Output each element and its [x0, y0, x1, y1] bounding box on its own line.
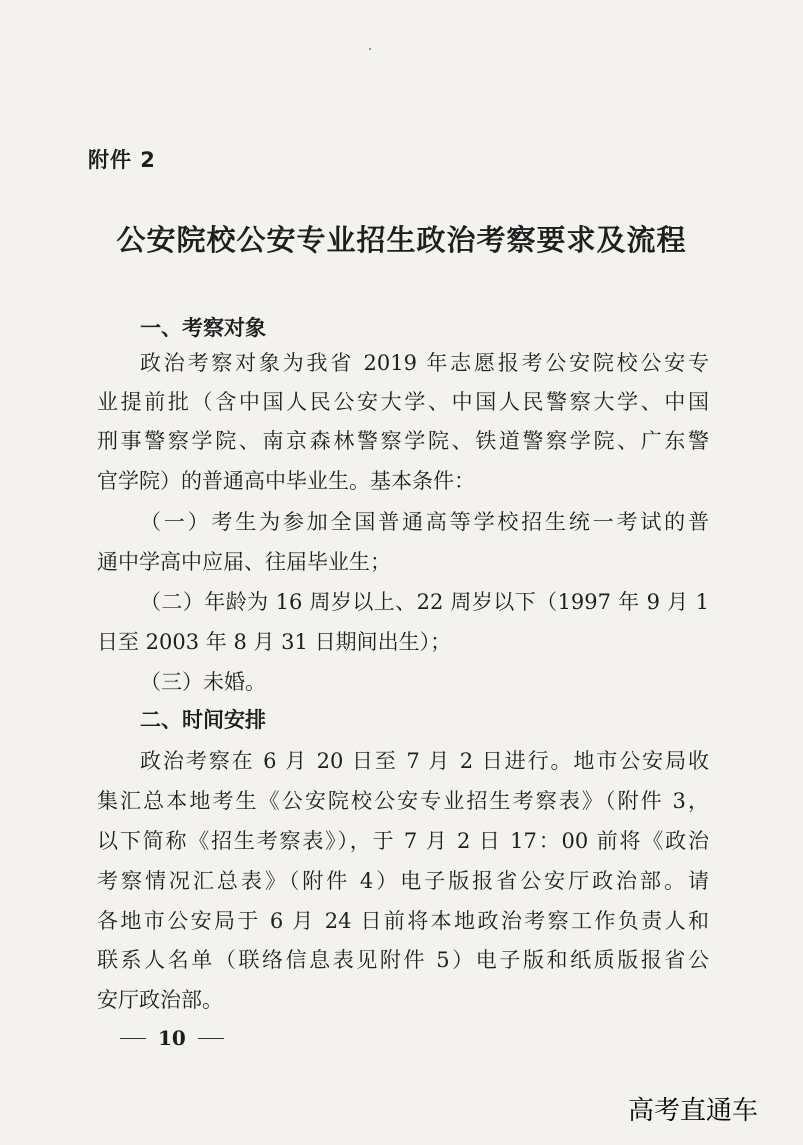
- paragraph-line: 刑事警察学院、南京森林警察学院、铁道警察学院、广东警: [97, 429, 709, 453]
- page-number: [120, 1026, 224, 1050]
- paragraph-line: 日至 2003 年 8 月 31 日期间出生）；: [97, 630, 452, 654]
- paragraph-line: 考察情况汇总表》（附件 4）电子版报省公安厅政治部。请: [97, 869, 709, 893]
- paragraph-line: （一）考生为参加全国普通高等学校招生统一考试的普: [140, 510, 709, 534]
- section-heading: 二、时间安排: [140, 708, 266, 732]
- scan-speck: [369, 48, 371, 50]
- page-number-dash-left: [120, 1038, 146, 1039]
- paragraph-line: 联系人名单（联络信息表见附件 5）电子版和纸质版报省公: [97, 948, 709, 972]
- attachment-label: 附件 2: [88, 148, 156, 172]
- paragraph-line: （三）未婚。: [140, 670, 266, 694]
- paragraph-line: 安厅政治部。: [97, 988, 223, 1012]
- page-number-dash-right: [198, 1038, 224, 1039]
- paragraph-line: 以下简称《招生考察表》），于 7 月 2 日 17：00 前将《政治: [97, 829, 709, 853]
- paragraph-line: 通中学高中应届、往届毕业生；: [97, 550, 391, 574]
- paragraph-line: 各地市公安局于 6 月 24 日前将本地政治考察工作负责人和: [97, 909, 709, 933]
- paragraph-line: 官学院）的普通高中毕业生。基本条件：: [97, 469, 475, 493]
- paragraph-line: 政治考察对象为我省 2019 年志愿报考公安院校公安专: [140, 351, 709, 375]
- paragraph-line: （二）年龄为 16 周岁以上、22 周岁以下（1997 年 9 月 1: [140, 590, 709, 614]
- watermark-text: 高考直通车: [628, 1096, 759, 1126]
- paragraph-line: 业提前批（含中国人民公安大学、中国人民警察大学、中国: [97, 390, 709, 414]
- section-heading: 一、考察对象: [140, 316, 266, 340]
- document-title: 公安院校公安专业招生政治考察要求及流程: [116, 223, 687, 257]
- page-number-value: 10: [158, 1026, 186, 1050]
- paragraph-line: 政治考察在 6 月 20 日至 7 月 2 日进行。地市公安局收: [140, 749, 709, 773]
- paragraph-line: 集汇总本地考生《公安院校公安专业招生考察表》（附件 3，: [97, 789, 709, 813]
